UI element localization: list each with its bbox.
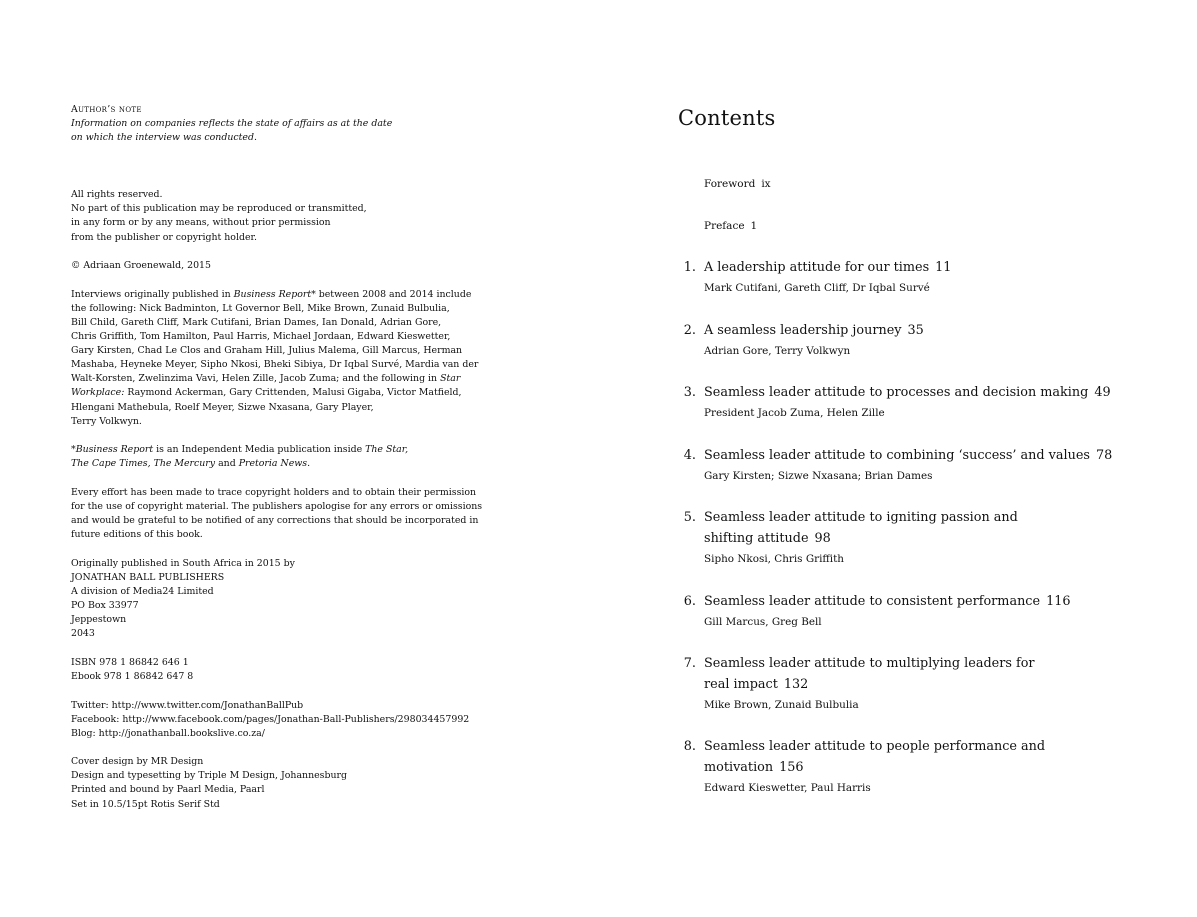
toc-chapter-2[interactable] <box>678 320 1118 362</box>
chapter-authors: President Jacob Zuma, Helen Zille <box>704 407 885 419</box>
effort-line: and would be grateful to be notified of any corrections that should be incorporated in <box>71 515 479 527</box>
social-link-blog: Blog: http://jonathanball.bookslive.co.za/ <box>71 727 265 739</box>
chapter-page: 78 <box>1096 448 1113 463</box>
publisher-address <box>71 557 451 642</box>
chapter-number: 2. <box>683 323 696 338</box>
author-note-line: Information on companies reflects the state of affairs as at the date <box>71 118 393 130</box>
interviews-line: Terry Volkwyn. <box>71 415 142 427</box>
chapter-page: 49 <box>1094 385 1111 400</box>
rights-line: No part of this publication may be reproduced or transmitted, <box>71 203 367 215</box>
chapter-title: Seamless leader attitude to combining ‘success’ and values 78 <box>704 448 1113 463</box>
toc-chapter-6[interactable] <box>678 591 1118 633</box>
interviews-line: Hlengani Mathebula, Roelf Meyer, Sizwe Nxasana, Gary Player, <box>71 401 374 413</box>
chapter-title: Seamless leader attitude to processes and decision making 49 <box>704 385 1111 400</box>
isbn-line: ISBN 978 1 86842 646 1 <box>71 656 189 668</box>
interviews-line: Gary Kirsten, Chad Le Clos and Graham Hill, Julius Malema, Gill Marcus, Herman <box>71 345 463 357</box>
rights-line: in any form or by any means, without prior permission <box>71 217 331 229</box>
chapter-title: A seamless leadership journey 35 <box>704 323 924 338</box>
chapter-title: A leadership attitude for our times 11 <box>704 260 952 275</box>
isbn-block <box>71 656 451 684</box>
social-link-twitter: Twitter: http://www.twitter.com/JonathanBallPub <box>71 699 304 711</box>
rights-line: from the publisher or copyright holder. <box>71 231 257 243</box>
chapter-page: 35 <box>907 323 924 338</box>
publisher-line: A division of Media24 Limited <box>71 585 214 597</box>
author-note-line: on which the interview was conducted. <box>71 132 257 144</box>
chapter-page: 132 <box>783 677 809 692</box>
chapter-authors: Edward Kieswetter, Paul Harris <box>704 782 871 794</box>
toc-preface[interactable] <box>704 219 1144 233</box>
isbn-line: Ebook 978 1 86842 647 8 <box>71 670 194 682</box>
credit-line: Design and typesetting by Triple M Design, Johannesburg <box>71 770 348 782</box>
chapter-page: 116 <box>1046 594 1071 609</box>
imprint-block <box>71 103 483 812</box>
chapter-number: 3. <box>683 385 696 400</box>
chapter-number: 5. <box>683 510 696 525</box>
chapter-title: Seamless leader attitude to multiplying leaders for real impact 132 <box>704 656 1035 692</box>
footnote-line: The Cape Times, The Mercury and Pretoria News. <box>71 458 311 470</box>
rights-statement <box>71 188 451 244</box>
toc-foreword-label: Foreword <box>704 178 756 190</box>
toc-chapter-1[interactable] <box>678 257 1118 299</box>
interviews-line: the following: Nick Badminton, Lt Governor Bell, Mike Brown, Zunaid Bulbulia, <box>71 302 450 314</box>
social-link-facebook: Facebook: http://www.facebook.com/pages/Jonathan-Ball-Publishers/298034457992 <box>71 713 470 725</box>
contents-page <box>598 0 1197 917</box>
toc-chapter-8[interactable] <box>678 736 1118 799</box>
publisher-line: JONATHAN BALL PUBLISHERS <box>71 571 225 583</box>
footnote <box>71 443 451 471</box>
copyright-notice: © Adriaan Groenewald, 2015 <box>71 260 211 272</box>
toc-foreword-page: ix <box>761 178 771 190</box>
rights-line: All rights reserved. <box>71 189 163 201</box>
chapter-authors: Sipho Nkosi, Chris Griffith <box>704 553 844 565</box>
publisher-line: Jeppestown <box>71 614 127 626</box>
copyright-effort-paragraph <box>71 486 483 542</box>
chapter-authors: Mike Brown, Zunaid Bulbulia <box>704 699 859 711</box>
publisher-line: Originally published in South Africa in 2015 by <box>71 557 295 569</box>
author-note-heading: Author’s note <box>71 104 142 115</box>
chapter-authors: Gary Kirsten; Sizwe Nxasana; Brian Dames <box>704 470 933 482</box>
toc-preface-label: Preface <box>704 220 745 232</box>
toc-preface-page: 1 <box>750 220 758 232</box>
author-note-text <box>71 117 451 145</box>
chapter-number: 7. <box>683 656 696 671</box>
toc-chapter-3[interactable] <box>678 382 1118 424</box>
toc-foreword[interactable] <box>704 177 1144 191</box>
toc-chapter-5[interactable] <box>678 507 1118 570</box>
effort-line: future editions of this book. <box>71 529 203 541</box>
chapter-number: 4. <box>683 448 696 463</box>
interviews-line: Walt-Korsten, Zwelinzima Vavi, Helen Zille, Jacob Zuma; and the following in Star <box>71 373 461 385</box>
effort-line: for the use of copyright material. The publishers apologise for any errors or omissions <box>71 500 483 512</box>
interviews-paragraph <box>71 288 479 429</box>
production-credits <box>71 755 451 811</box>
chapter-title: Seamless leader attitude to igniting passion and shifting attitude 98 <box>704 510 1018 546</box>
chapter-authors: Adrian Gore, Terry Volkwyn <box>704 345 851 357</box>
social-links <box>71 699 470 741</box>
footnote-line: *Business Report is an Independent Media publication inside The Star, <box>71 444 409 456</box>
chapter-number: 1. <box>683 260 696 275</box>
credit-line: Set in 10.5/15pt Rotis Serif Std <box>71 798 220 810</box>
toc-chapter-4[interactable] <box>678 445 1118 487</box>
chapter-page: 98 <box>814 531 831 546</box>
chapter-authors: Mark Cutifani, Gareth Cliff, Dr Iqbal Survé <box>704 282 930 294</box>
publisher-line: PO Box 33977 <box>71 600 139 612</box>
publisher-line: 2043 <box>71 628 95 640</box>
chapter-title: Seamless leader attitude to consistent performance 116 <box>704 594 1071 609</box>
interviews-line: Bill Child, Gareth Cliff, Mark Cutifani, Brian Dames, Ian Donald, Adrian Gore, <box>71 316 442 328</box>
chapter-authors: Gill Marcus, Greg Bell <box>704 616 822 628</box>
interviews-line: Interviews originally published in Business Report* between 2008 and 2014 include <box>71 288 472 300</box>
chapter-page: 11 <box>935 260 952 275</box>
chapter-title: Seamless leader attitude to people performance and motivation 156 <box>704 739 1046 775</box>
chapter-number: 8. <box>683 739 696 754</box>
toc-chapter-7[interactable] <box>678 653 1118 716</box>
interviews-line: Mashaba, Heyneke Meyer, Sipho Nkosi, Bheki Sibiya, Dr Iqbal Survé, Mardia van der <box>71 359 479 371</box>
credit-line: Cover design by MR Design <box>71 756 204 768</box>
imprint-page <box>0 0 598 917</box>
chapter-page: 156 <box>779 760 804 775</box>
interviews-line: Chris Griffith, Tom Hamilton, Paul Harris, Michael Jordaan, Edward Kieswetter, <box>71 331 451 343</box>
credit-line: Printed and bound by Paarl Media, Paarl <box>71 784 265 796</box>
effort-line: Every effort has been made to trace copyright holders and to obtain their permission <box>71 486 477 498</box>
interviews-line: Workplace: Raymond Ackerman, Gary Crittenden, Malusi Gigaba, Victor Matfield, <box>71 387 462 399</box>
chapter-number: 6. <box>683 594 696 609</box>
contents-title: Contents <box>678 106 776 130</box>
